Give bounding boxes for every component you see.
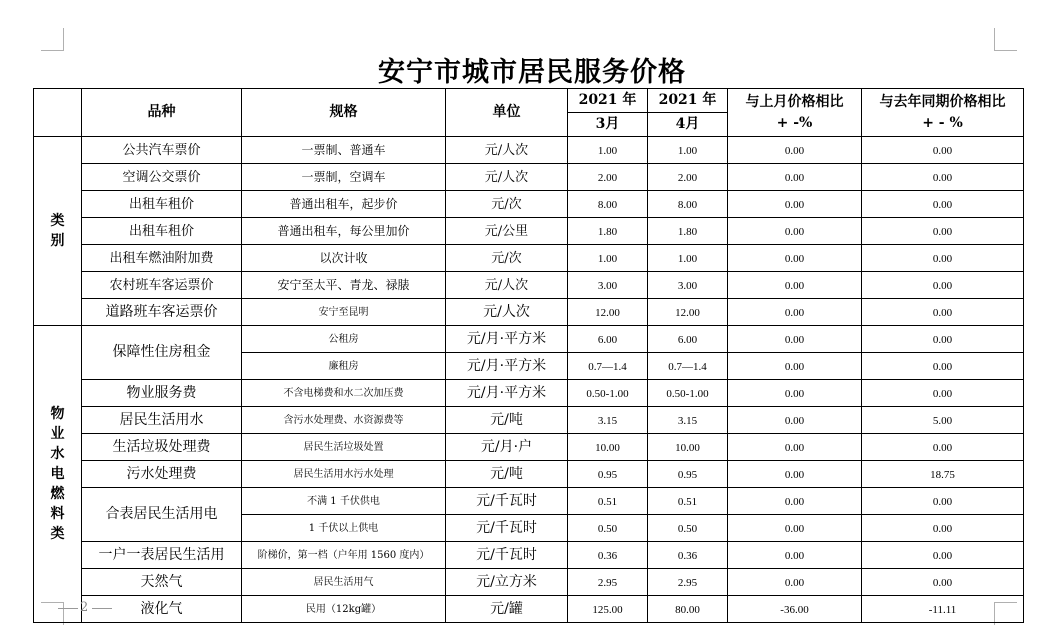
apr-cell: 1.80 (648, 218, 728, 245)
apr-cell: 3.15 (648, 407, 728, 434)
apr-cell: 0.50-1.00 (648, 380, 728, 407)
table-row (34, 407, 1024, 434)
mom-cell: 0.00 (728, 218, 862, 245)
table-row (34, 569, 1024, 596)
mom-cell: 0.00 (728, 299, 862, 326)
unit-cell: 元/人次 (446, 299, 568, 326)
unit-cell: 元/公里 (446, 218, 568, 245)
item-cell: 液化气 (82, 596, 242, 623)
apr-cell: 3.00 (648, 272, 728, 299)
mar-cell: 0.50 (568, 515, 648, 542)
mar-cell: 3.15 (568, 407, 648, 434)
mom-cell: 0.00 (728, 434, 862, 461)
mar-cell: 125.00 (568, 596, 648, 623)
unit-cell: 元/次 (446, 245, 568, 272)
header-year-2: 2021 年 (648, 89, 728, 113)
mom-cell: 0.00 (728, 164, 862, 191)
mar-cell: 6.00 (568, 326, 648, 353)
apr-cell: 8.00 (648, 191, 728, 218)
group-label-utilities: 物业水电燃料类 (34, 326, 82, 623)
unit-cell: 元/吨 (446, 407, 568, 434)
yoy-cell: 5.00 (862, 407, 1024, 434)
header-unit: 单位 (446, 89, 568, 137)
price-table (33, 88, 1024, 623)
mom-cell: -36.00 (728, 596, 862, 623)
unit-cell: 元/吨 (446, 461, 568, 488)
yoy-cell: 18.75 (862, 461, 1024, 488)
mom-cell: 0.00 (728, 407, 862, 434)
page-title: 安宁市城市居民服务价格 (378, 57, 686, 88)
mom-cell: 0.00 (728, 461, 862, 488)
table-row (34, 299, 1024, 326)
unit-cell: 元/立方米 (446, 569, 568, 596)
mom-cell: 0.00 (728, 380, 862, 407)
mom-cell: 0.00 (728, 245, 862, 272)
mom-cell: 0.00 (728, 191, 862, 218)
yoy-cell: 0.00 (862, 515, 1024, 542)
item-cell: 出租车租价 (82, 191, 242, 218)
mar-cell: 0.50-1.00 (568, 380, 648, 407)
item-cell: 农村班车客运票价 (82, 272, 242, 299)
header-spec: 规格 (242, 89, 446, 137)
item-cell: 保障性住房租金 (82, 326, 242, 380)
header-group (34, 89, 82, 137)
apr-cell: 1.00 (648, 137, 728, 164)
yoy-cell: 0.00 (862, 299, 1024, 326)
mar-cell: 1.80 (568, 218, 648, 245)
unit-cell: 元/人次 (446, 164, 568, 191)
header-yoy (862, 89, 1024, 137)
apr-cell: 2.95 (648, 569, 728, 596)
apr-cell: 0.50 (648, 515, 728, 542)
yoy-cell: 0.00 (862, 353, 1024, 380)
header-mom-line2: + -% (776, 114, 813, 131)
table-row (34, 326, 1024, 353)
unit-cell: 元/千瓦时 (446, 542, 568, 569)
spec-cell: 普通出租车，每公里加价 (242, 218, 446, 245)
yoy-cell: 0.00 (862, 434, 1024, 461)
mar-cell: 0.36 (568, 542, 648, 569)
apr-cell: 2.00 (648, 164, 728, 191)
yoy-cell: -11.11 (862, 596, 1024, 623)
item-cell: 空调公交票价 (82, 164, 242, 191)
spec-cell: 居民生活垃圾处置 (242, 434, 446, 461)
mar-cell: 1.00 (568, 245, 648, 272)
header-mom (728, 89, 862, 137)
yoy-cell: 0.00 (862, 569, 1024, 596)
yoy-cell: 0.00 (862, 218, 1024, 245)
yoy-cell: 0.00 (862, 542, 1024, 569)
item-cell: 天然气 (82, 569, 242, 596)
mar-cell: 0.7—1.4 (568, 353, 648, 380)
item-cell: 道路班车客运票价 (82, 299, 242, 326)
mom-cell: 0.00 (728, 542, 862, 569)
apr-cell: 12.00 (648, 299, 728, 326)
unit-cell: 元/月·平方米 (446, 380, 568, 407)
mar-cell: 3.00 (568, 272, 648, 299)
table-row (34, 272, 1024, 299)
yoy-cell: 0.00 (862, 488, 1024, 515)
mom-cell: 0.00 (728, 326, 862, 353)
yoy-cell: 0.00 (862, 380, 1024, 407)
spec-cell: 一票制、普通车 (242, 137, 446, 164)
apr-cell: 80.00 (648, 596, 728, 623)
spec-cell: 民用（12kg罐） (242, 596, 446, 623)
mar-cell: 10.00 (568, 434, 648, 461)
spec-cell: 公租房 (242, 326, 446, 353)
item-cell: 一户一表居民生活用 (82, 542, 242, 569)
mom-cell: 0.00 (728, 353, 862, 380)
spec-cell: 不满 1 千伏供电 (242, 488, 446, 515)
mar-cell: 0.51 (568, 488, 648, 515)
mar-cell: 2.00 (568, 164, 648, 191)
unit-cell: 元/千瓦时 (446, 488, 568, 515)
table-row (34, 380, 1024, 407)
table-row (34, 245, 1024, 272)
apr-cell: 0.7—1.4 (648, 353, 728, 380)
item-cell: 出租车燃油附加费 (82, 245, 242, 272)
apr-cell: 6.00 (648, 326, 728, 353)
mar-cell: 12.00 (568, 299, 648, 326)
apr-cell: 0.95 (648, 461, 728, 488)
yoy-cell: 0.00 (862, 191, 1024, 218)
spec-cell: 安宁至太平、青龙、禄脿 (242, 272, 446, 299)
table-row (34, 596, 1024, 623)
table-row (34, 542, 1024, 569)
table-row (34, 488, 1024, 515)
item-cell: 物业服务费 (82, 380, 242, 407)
unit-cell: 元/月·平方米 (446, 326, 568, 353)
apr-cell: 10.00 (648, 434, 728, 461)
spec-cell: 居民生活用水污水处理 (242, 461, 446, 488)
mar-cell: 8.00 (568, 191, 648, 218)
header-row-1 (34, 89, 1024, 113)
mom-cell: 0.00 (728, 137, 862, 164)
unit-cell: 元/罐 (446, 596, 568, 623)
item-cell: 居民生活用水 (82, 407, 242, 434)
apr-cell: 0.51 (648, 488, 728, 515)
header-year-1: 2021 年 (568, 89, 648, 113)
apr-cell: 0.36 (648, 542, 728, 569)
mar-cell: 2.95 (568, 569, 648, 596)
table-row (34, 191, 1024, 218)
unit-cell: 元/月·户 (446, 434, 568, 461)
mom-cell: 0.00 (728, 272, 862, 299)
item-cell: 生活垃圾处理费 (82, 434, 242, 461)
header-yoy-line1: 与去年同期价格相比 (879, 93, 1006, 110)
table-row (34, 218, 1024, 245)
header-variety: 品种 (82, 89, 242, 137)
page-number: 2 (80, 600, 89, 615)
spec-cell: 以次计收 (242, 245, 446, 272)
yoy-cell: 0.00 (862, 164, 1024, 191)
spec-cell: 安宁至昆明 (242, 299, 446, 326)
mom-cell: 0.00 (728, 515, 862, 542)
item-cell: 污水处理费 (82, 461, 242, 488)
crop-mark-top-right (994, 28, 1017, 51)
header-mom-line1: 与上月价格相比 (745, 93, 844, 110)
yoy-cell: 0.00 (862, 326, 1024, 353)
yoy-cell: 0.00 (862, 137, 1024, 164)
spec-cell: 居民生活用气 (242, 569, 446, 596)
spec-cell: 阶梯价，第一档（户年用 1560 度内） (242, 542, 446, 569)
spec-cell: 1 千伏以上供电 (242, 515, 446, 542)
header-month-2: 4月 (648, 113, 728, 137)
unit-cell: 元/次 (446, 191, 568, 218)
apr-cell: 1.00 (648, 245, 728, 272)
mom-cell: 0.00 (728, 488, 862, 515)
header-yoy-line2: + - % (922, 114, 963, 131)
yoy-cell: 0.00 (862, 272, 1024, 299)
yoy-cell: 0.00 (862, 245, 1024, 272)
spec-cell: 不含电梯费和水二次加压费 (242, 380, 446, 407)
spec-cell: 廉租房 (242, 353, 446, 380)
unit-cell: 元/千瓦时 (446, 515, 568, 542)
item-cell: 公共汽车票价 (82, 137, 242, 164)
table-row (34, 461, 1024, 488)
unit-cell: 元/人次 (446, 137, 568, 164)
spec-cell: 一票制，空调车 (242, 164, 446, 191)
mom-cell: 0.00 (728, 569, 862, 596)
item-cell: 合表居民生活用电 (82, 488, 242, 542)
spec-cell: 普通出租车，起步价 (242, 191, 446, 218)
table-row (34, 137, 1024, 164)
table-row (34, 434, 1024, 461)
mar-cell: 0.95 (568, 461, 648, 488)
mar-cell: 1.00 (568, 137, 648, 164)
item-cell: 出租车租价 (82, 218, 242, 245)
header-month-1: 3月 (568, 113, 648, 137)
unit-cell: 元/人次 (446, 272, 568, 299)
spec-cell: 含污水处理费、水资源费等 (242, 407, 446, 434)
unit-cell: 元/月·平方米 (446, 353, 568, 380)
group-label-category: 类别 (34, 137, 82, 326)
crop-mark-top-left (41, 28, 64, 51)
table-row (34, 164, 1024, 191)
